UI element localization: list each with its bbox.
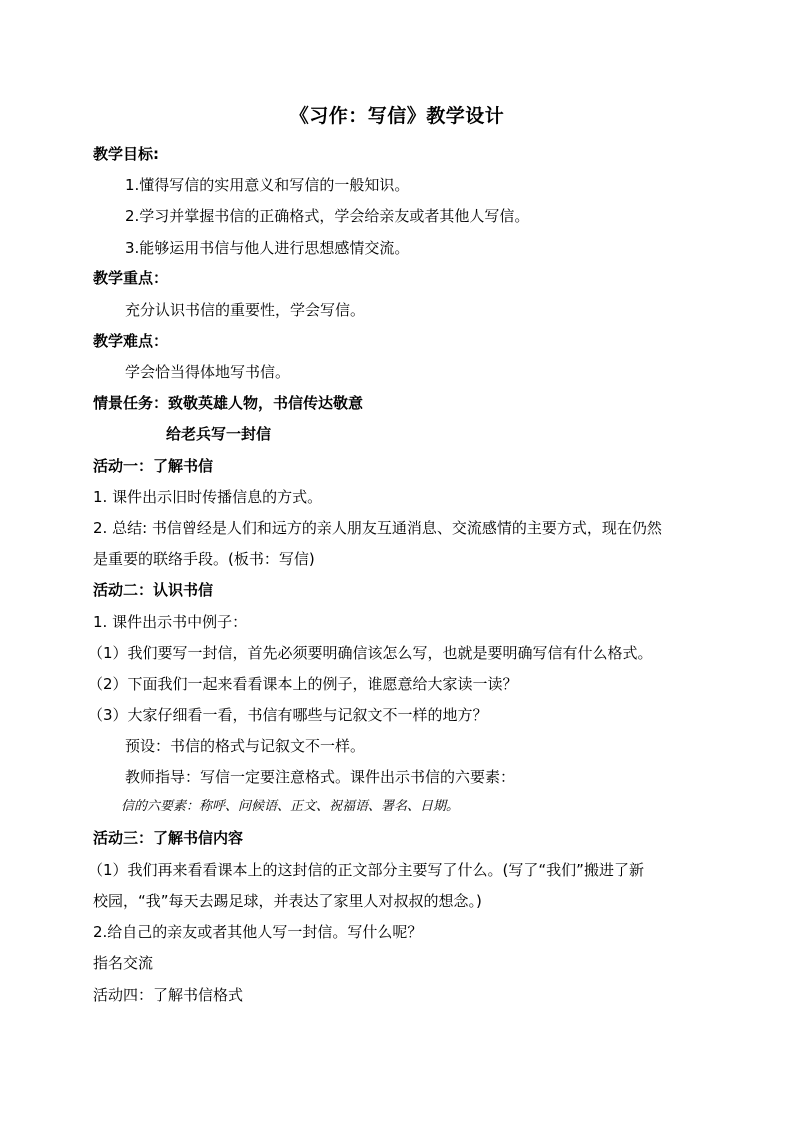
scenario-task: 情景任务：致敬英雄人物，书信传达敬意 — [93, 394, 364, 412]
activity2-teacher-guide: 教师指导：写信一定要注意格式。课件出示书信的六要素： — [125, 768, 516, 786]
scenario-subtitle: 给老兵写一封信 — [166, 425, 272, 443]
activity2-item-1: 1. 课件出示书中例子： — [93, 613, 248, 631]
goal-item-3: 3.能够运用书信与他人进行思想感情交流。 — [125, 239, 410, 257]
activity2-item-2: （1）我们要写一封信，首先必须要明确信该怎么写，也就是要明确写信有什么格式。 — [88, 644, 653, 662]
difficulty-heading: 教学难点： — [93, 332, 169, 350]
activity3-item-1-cont: 校园，“我”每天去踢足球，并表达了家里人对叔叔的想念。) — [93, 892, 482, 910]
goals-heading: 教学目标: — [93, 145, 159, 163]
activity2-item-3: （2）下面我们一起来看看课本上的例子，谁愿意给大家读一读？ — [88, 675, 518, 693]
activity3-item-3: 指名交流 — [93, 954, 154, 972]
activity2-preset: 预设：书信的格式与记叙文不一样。 — [125, 737, 366, 755]
goal-item-1: 1.懂得写信的实用意义和写信的一般知识。 — [125, 176, 410, 194]
activity3-item-2: 2.给自己的亲友或者其他人写一封信。写什么呢？ — [93, 923, 423, 941]
goal-item-2: 2.学习并掌握书信的正确格式，学会给亲友或者其他人写信。 — [125, 207, 530, 225]
difficulty-text: 学会恰当得体地写书信。 — [125, 363, 291, 381]
activity2-heading: 活动二：认识书信 — [93, 581, 214, 599]
activity3-item-1: （1）我们再来看看课本上的这封信的正文部分主要写了什么。(写了“我们”搬进了新 — [88, 861, 644, 879]
activity1-heading: 活动一：了解书信 — [93, 457, 214, 475]
document-title: 《习作：写信》教学设计 — [289, 105, 505, 127]
activity4-heading: 活动四：了解书信格式 — [93, 986, 244, 1004]
key-point-heading: 教学重点： — [93, 269, 169, 287]
six-elements-note: 信的六要素：称呼、问候语、正文、祝福语、署名、日期。 — [121, 799, 460, 814]
activity1-item-2: 2. 总结: 书信曾经是人们和远方的亲人朋友互通消息、交流感情的主要方式，现在仍然 — [93, 519, 662, 537]
activity3-heading: 活动三：了解书信内容 — [93, 829, 244, 847]
activity2-item-4: （3）大家仔细看一看，书信有哪些与记叙文不一样的地方？ — [88, 706, 488, 724]
key-point-text: 充分认识书信的重要性，学会写信。 — [125, 301, 366, 319]
activity1-item-1: 1. 课件出示旧时传播信息的方式。 — [93, 488, 323, 506]
activity1-item-2-cont: 是重要的联络手段。(板书：写信) — [93, 550, 315, 568]
